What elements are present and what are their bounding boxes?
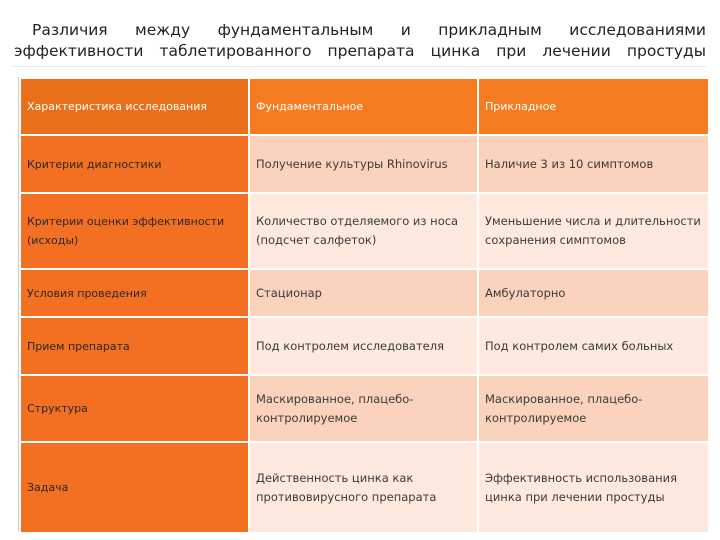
cell-applied: Эффективность использования цинка при лечении простуды [478, 442, 709, 533]
header-characteristic: Характеристика исследования [20, 78, 249, 135]
slide-title-line-1: Различия между фундаментальным и прикладным исследованиями [32, 21, 706, 39]
header-fundamental: Фундаментальное [249, 78, 478, 135]
cell-fundamental: Количество отделяемого из носа (подсчет салфеток) [249, 193, 478, 269]
table-row [20, 193, 709, 269]
table-header-row [20, 78, 709, 135]
table-row [20, 375, 709, 442]
cell-fundamental: Маскированное, плацебо-контролируемое [249, 375, 478, 442]
cell-applied: Под контролем самих больных [478, 317, 709, 375]
row-label: Структура [20, 375, 249, 442]
comparison-table [19, 77, 710, 534]
cell-applied: Уменьшение числа и длительности сохранения симптомов [478, 193, 709, 269]
cell-fundamental: Под контролем исследователя [249, 317, 478, 375]
table-row [20, 269, 709, 317]
row-label: Критерии диагностики [20, 135, 249, 193]
table-row [20, 135, 709, 193]
cell-fundamental: Действенность цинка как противовирусного препарата [249, 442, 478, 533]
cell-applied: Маскированное, плацебо-контролируемое [478, 375, 709, 442]
slide-title-line-2: эффективности таблетированного препарата цинка при лечении простуды [14, 42, 706, 60]
row-label: Прием препарата [20, 317, 249, 375]
header-applied: Прикладное [478, 78, 709, 135]
title-divider [12, 66, 706, 67]
cell-fundamental: Стационар [249, 269, 478, 317]
row-label: Задача [20, 442, 249, 533]
table-row [20, 317, 709, 375]
cell-applied: Наличие 3 из 10 симптомов [478, 135, 709, 193]
row-label: Условия проведения [20, 269, 249, 317]
table-row [20, 442, 709, 533]
slide-title [14, 20, 706, 62]
row-label: Критерии оценки эффективности (исходы) [20, 193, 249, 269]
cell-applied: Амбулаторно [478, 269, 709, 317]
cell-fundamental: Получение культуры Rhinovirus [249, 135, 478, 193]
